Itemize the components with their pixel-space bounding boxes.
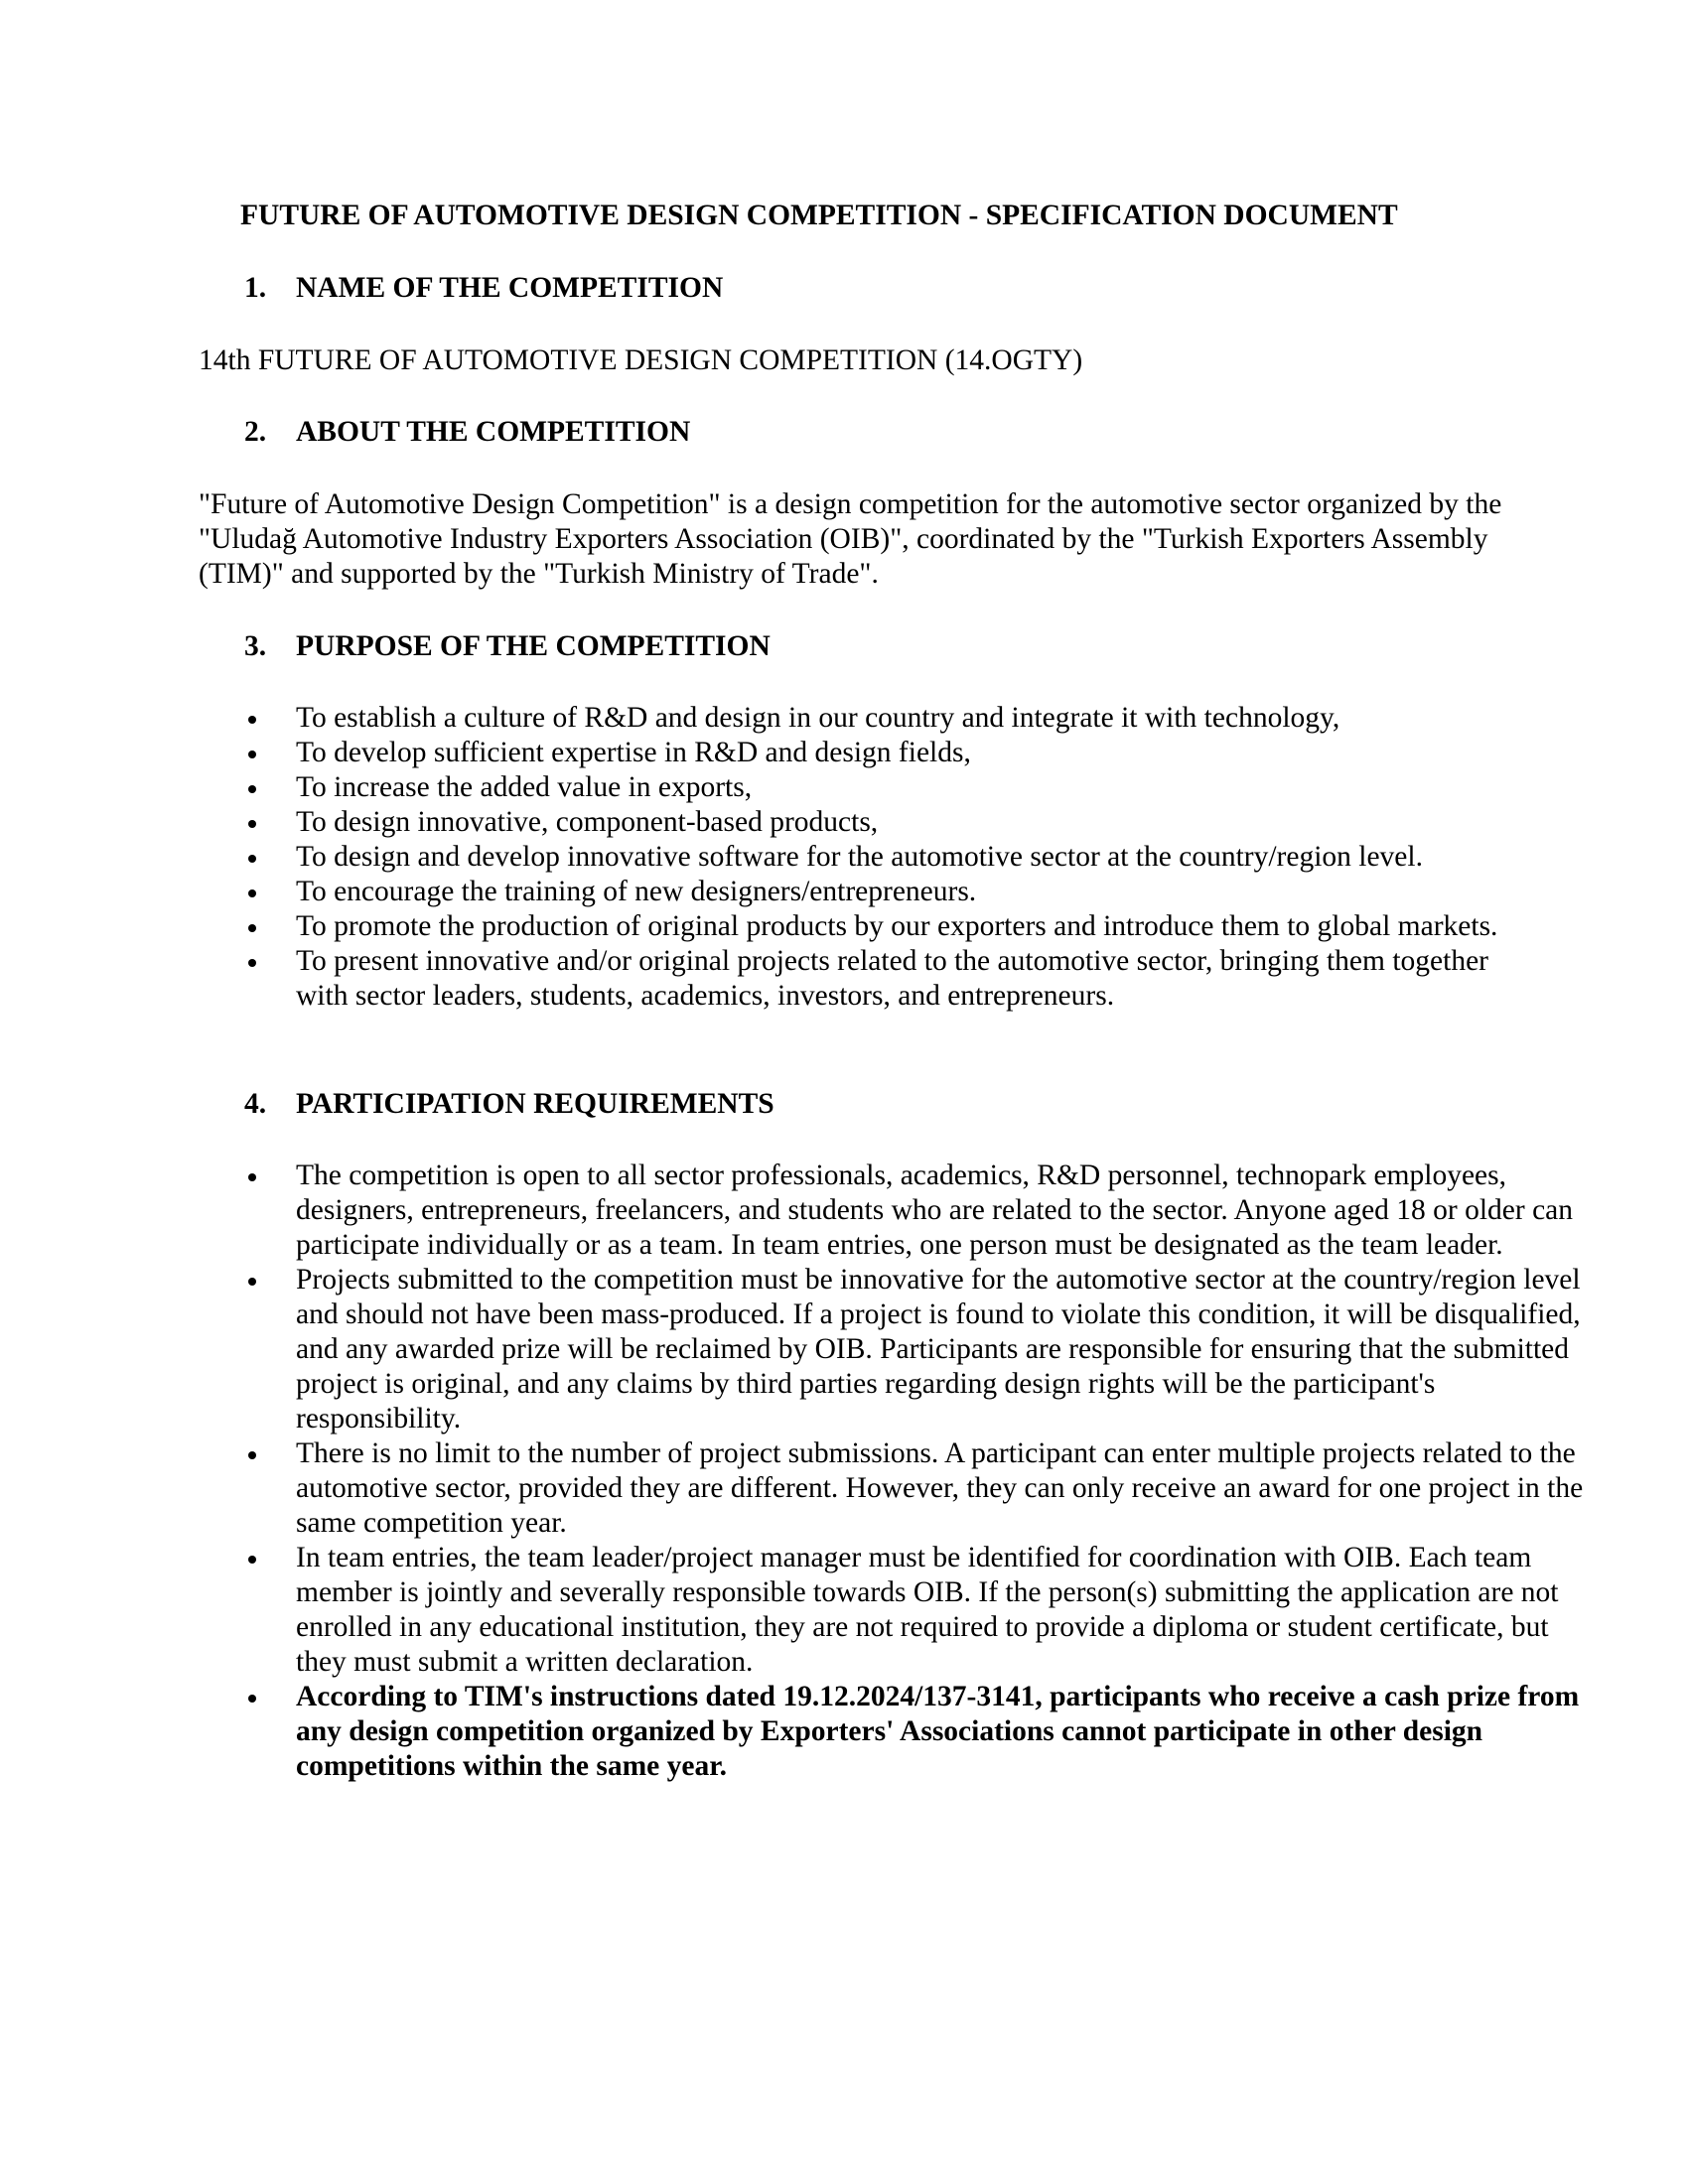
section-title: PARTICIPATION REQUIREMENTS xyxy=(296,1088,774,1120)
list-item: To design innovative, component-based products, xyxy=(199,805,1509,840)
bullet-icon xyxy=(248,924,256,932)
section-number: 2. xyxy=(244,416,267,448)
document-title: FUTURE OF AUTOMOTIVE DESIGN COMPETITION - SPECIFICATION DOCUMENT xyxy=(240,200,1398,231)
section-number: 4. xyxy=(244,1088,267,1120)
bullet-icon xyxy=(248,751,256,758)
bullet-icon xyxy=(248,1451,256,1459)
list-item: The competition is open to all sector professionals, academics, R&D personnel, technopark employees, designers, entrepreneurs, freelancers, and students who are related to the sector. Anyone aged 18 or older can participate individually or as a team. In team entries, one person must be designated as the team leader. xyxy=(199,1159,1587,1263)
list-item: Projects submitted to the competition must be innovative for the automotive sector at the country/region level and should not have been mass-produced. If a project is found to violate this condition, it will be disqualified, and any awarded prize will be reclaimed by OIB. Participants are responsible for ensuring that the submitted project is original, and any claims by third parties regarding design rights will be the participant's responsibility. xyxy=(199,1263,1587,1436)
about-paragraph: "Future of Automotive Design Competition" is a design competition for the automotive sector organized by the "Uludağ Automotive Industry Exporters Association (OIB)", coordinated by the "Turkish Exporters Assembly (TIM)" and supported by the "Turkish Ministry of Trade". xyxy=(199,488,1502,590)
bullet-icon xyxy=(248,889,256,897)
section-title: NAME OF THE COMPETITION xyxy=(296,272,724,304)
section-number: 3. xyxy=(244,630,267,662)
list-item: There is no limit to the number of project submissions. A participant can enter multiple projects related to the automotive sector, provided they are different. However, they can only receive an award for one project in the same competition year. xyxy=(199,1436,1587,1541)
requirements-list xyxy=(199,1159,1584,1784)
list-item: To develop sufficient expertise in R&D and design fields, xyxy=(199,736,1509,770)
bullet-icon xyxy=(248,820,256,828)
list-item-notice: According to TIM's instructions dated 19.12.2024/137-3141, participants who receive a cash prize from any design competition organized by Exporters' Associations cannot participate in other design competitions within the same year. xyxy=(199,1680,1587,1784)
list-item: To promote the production of original products by our exporters and introduce them to global markets. xyxy=(199,909,1509,944)
list-item: To increase the added value in exports, xyxy=(199,770,1509,805)
bullet-icon xyxy=(248,855,256,863)
bullet-icon xyxy=(248,959,256,967)
bullet-icon xyxy=(248,785,256,793)
purpose-list xyxy=(199,701,1509,1014)
list-item: To design and develop innovative software for the automotive sector at the country/region level. xyxy=(199,840,1509,875)
bullet-icon xyxy=(248,716,256,724)
section-heading-requirements xyxy=(244,1087,774,1121)
list-item: In team entries, the team leader/project manager must be identified for coordination with OIB. Each team member is jointly and severally responsible towards OIB. If the person(s) submitting the application are not enrolled in any educational institution, they are not required to provide a diploma or student certificate, but they must submit a written declaration. xyxy=(199,1541,1587,1680)
list-item: To present innovative and/or original projects related to the automotive sector, bringing them together with sector leaders, students, academics, investors, and entrepreneurs. xyxy=(199,944,1509,1014)
section-title: ABOUT THE COMPETITION xyxy=(296,416,691,448)
competition-name-text: 14th FUTURE OF AUTOMOTIVE DESIGN COMPETITION (14.OGTY) xyxy=(199,344,1083,376)
section-heading-purpose xyxy=(244,629,771,663)
section-title: PURPOSE OF THE COMPETITION xyxy=(296,630,771,662)
bullet-icon xyxy=(248,1173,256,1181)
bullet-icon xyxy=(248,1278,256,1286)
section-number: 1. xyxy=(244,272,267,304)
bullet-icon xyxy=(248,1556,256,1564)
section-heading-name xyxy=(244,271,723,305)
list-item: To encourage the training of new designers/entrepreneurs. xyxy=(199,875,1509,909)
list-item: To establish a culture of R&D and design in our country and integrate it with technology, xyxy=(199,701,1509,736)
section-heading-about xyxy=(244,415,690,449)
bullet-icon xyxy=(248,1695,256,1703)
